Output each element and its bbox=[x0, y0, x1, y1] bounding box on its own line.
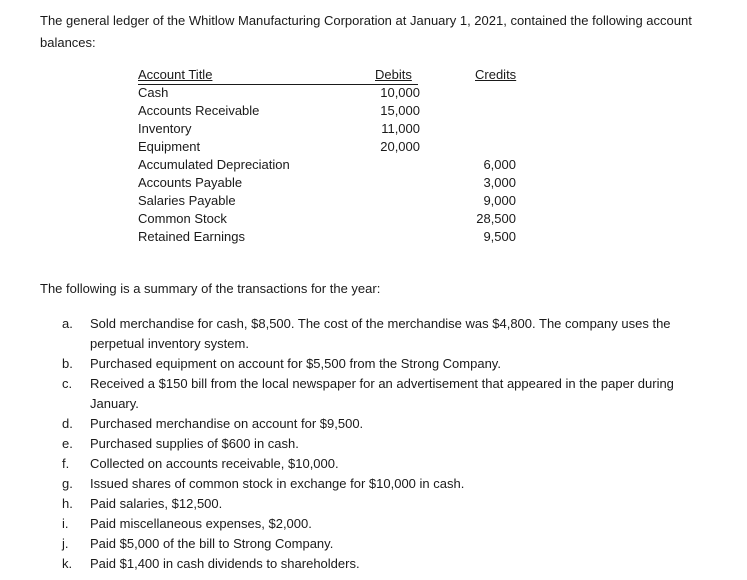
transaction-item bbox=[62, 534, 712, 554]
transaction-letter: h. bbox=[62, 496, 73, 511]
transaction-text: Paid miscellaneous expenses, $2,000. bbox=[90, 516, 312, 531]
ledger-row bbox=[138, 210, 518, 228]
ledger-row bbox=[138, 120, 518, 138]
ledger-row bbox=[138, 192, 518, 210]
transaction-text: Received a $150 bill from the local newspaper for an advertisement that appeared in the paper during January. bbox=[90, 376, 674, 411]
transaction-text: Purchased merchandise on account for $9,500. bbox=[90, 416, 364, 431]
transaction-letter: b. bbox=[62, 356, 73, 371]
credit-value: 9,500 bbox=[483, 229, 516, 244]
debit-value: 10,000 bbox=[380, 85, 420, 100]
debit-value: 20,000 bbox=[380, 139, 420, 154]
intro-paragraph: The general ledger of the Whitlow Manufacturing Corporation at January 1, 2021, contained the following account balances: bbox=[40, 13, 692, 50]
debits-header: Debits bbox=[375, 67, 412, 82]
transaction-item bbox=[62, 494, 712, 514]
transaction-text: Purchased equipment on account for $5,500 from the Strong Company. bbox=[90, 356, 501, 371]
account-title: Common Stock bbox=[138, 211, 227, 226]
account-title: Inventory bbox=[138, 121, 192, 136]
credits-header: Credits bbox=[475, 67, 517, 82]
ledger-row bbox=[138, 138, 518, 156]
debit-value: 11,000 bbox=[381, 121, 420, 136]
ledger-row bbox=[138, 156, 518, 174]
transaction-text: Paid salaries, $12,500. bbox=[90, 496, 223, 511]
transaction-text: Issued shares of common stock in exchange for $10,000 in cash. bbox=[90, 476, 465, 491]
ledger-row bbox=[138, 84, 518, 102]
transaction-letter: j. bbox=[62, 536, 69, 551]
transaction-text: Sold merchandise for cash, $8,500. The cost of the merchandise was $4,800. The company uses the perpetual inventory system. bbox=[90, 316, 671, 351]
account-title: Retained Earnings bbox=[138, 229, 245, 244]
ledger-row bbox=[138, 228, 518, 246]
account-title-header: Account Title bbox=[138, 66, 418, 85]
transaction-text: Paid $1,400 in cash dividends to shareholders. bbox=[90, 556, 360, 571]
transaction-letter: k. bbox=[62, 556, 73, 571]
account-title: Equipment bbox=[138, 139, 201, 154]
credit-value: 9,000 bbox=[483, 193, 516, 208]
debit-value: 15,000 bbox=[380, 103, 420, 118]
transaction-item bbox=[62, 434, 712, 454]
ledger-table bbox=[138, 66, 518, 246]
transaction-item bbox=[62, 314, 712, 354]
transaction-list bbox=[62, 314, 712, 574]
transaction-item bbox=[62, 354, 712, 374]
transaction-item bbox=[62, 554, 712, 574]
account-title: Cash bbox=[138, 85, 169, 100]
transaction-letter: c. bbox=[62, 376, 73, 391]
ledger-row bbox=[138, 174, 518, 192]
transaction-item bbox=[62, 454, 712, 474]
transaction-letter: g. bbox=[62, 476, 73, 491]
credit-value: 6,000 bbox=[483, 157, 516, 172]
transaction-letter: i. bbox=[62, 516, 69, 531]
transaction-item bbox=[62, 514, 712, 534]
transaction-text: Collected on accounts receivable, $10,000. bbox=[90, 456, 339, 471]
transaction-text: Purchased supplies of $600 in cash. bbox=[90, 436, 299, 451]
transaction-letter: d. bbox=[62, 416, 73, 431]
account-title: Salaries Payable bbox=[138, 193, 236, 208]
transaction-item bbox=[62, 414, 712, 434]
ledger-row bbox=[138, 102, 518, 120]
transaction-item bbox=[62, 374, 712, 414]
transaction-letter: e. bbox=[62, 436, 73, 451]
credit-value: 3,000 bbox=[483, 175, 516, 190]
ledger-header-row bbox=[138, 66, 518, 84]
summary-heading: The following is a summary of the transactions for the year: bbox=[40, 281, 381, 296]
account-title: Accounts Receivable bbox=[138, 103, 260, 118]
transaction-letter: f. bbox=[62, 456, 70, 471]
ledger-rows bbox=[138, 84, 518, 246]
transaction-letter: a. bbox=[62, 316, 73, 331]
account-title: Accounts Payable bbox=[138, 175, 243, 190]
account-title: Accumulated Depreciation bbox=[138, 157, 290, 172]
credit-value: 28,500 bbox=[476, 211, 516, 226]
transaction-item bbox=[62, 474, 712, 494]
transaction-text: Paid $5,000 of the bill to Strong Company. bbox=[90, 536, 334, 551]
